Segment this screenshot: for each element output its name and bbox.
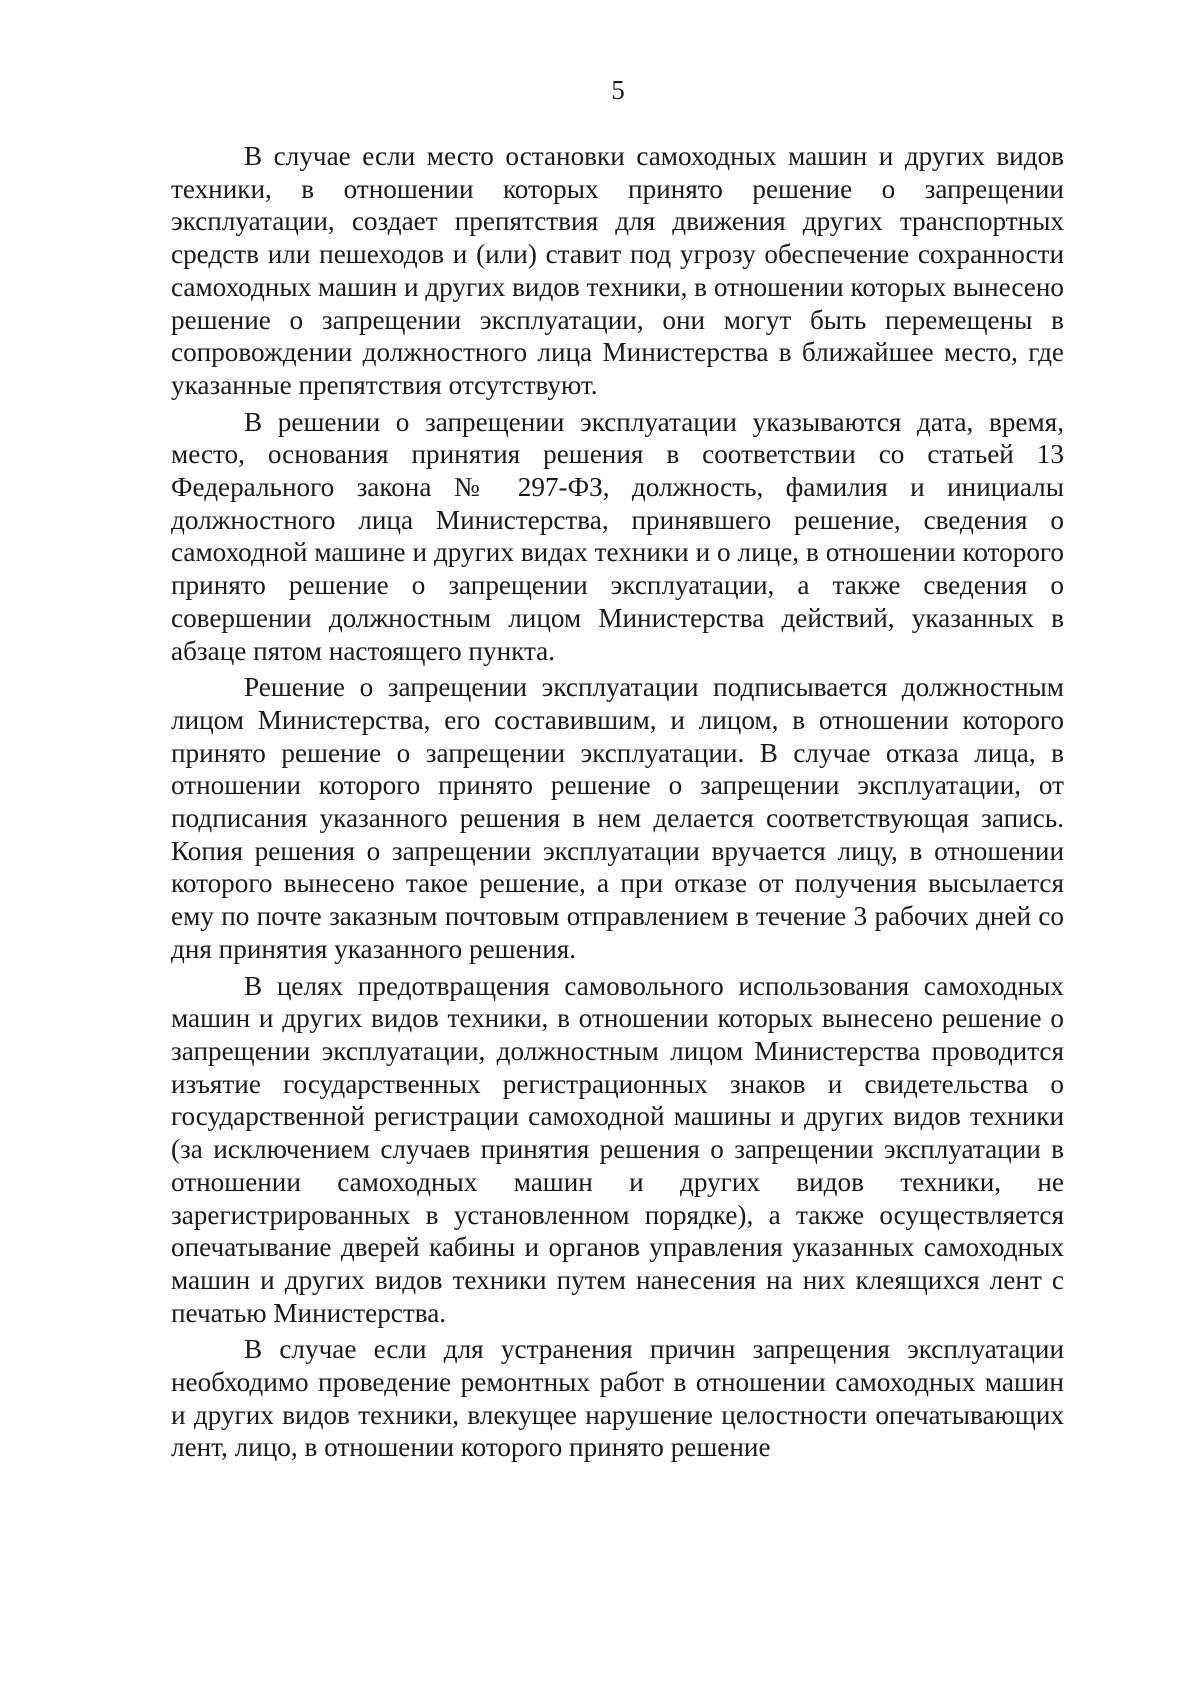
body-text — [171, 140, 1064, 1464]
paragraph-stopping-place: В случае если место остановки самоходных машин и других видов техники, в отношении которых принято решение о запрещении эксплуатации, создает препятствия для движения других транспортных средств или пешеходов и (или) ставит под угрозу обеспечение сохранности самоходных машин и других видов техники, в отношении которых вынесено решение о запрещении эксплуатации, они могут быть перемещены в сопровождении должностного лица Министерства в ближайшее место, где указанные препятствия отсутствуют. — [171, 141, 1064, 400]
paragraph-decision-contents: В решении о запрещении эксплуатации указываются дата, время, место, основания принятия решения в соответствии со статьей 13 Федерального закона № 297-ФЗ, должность, фамилия и инициалы должностного лица Министерства, принявшего решение, сведения о самоходной машине и других видах техники и о лице, в отношении которого принято решение о запрещении эксплуатации, а также сведения о совершении должностным лицом Министерства действий, указанных в абзаце пятом настоящего пункта. — [171, 406, 1064, 666]
page-number: 5 — [611, 75, 625, 105]
paragraph-prevention-measures: В целях предотвращения самовольного использования самоходных машин и других видов техники, в отношении которых вынесено решение о запрещении эксплуатации, должностным лицом Министерства проводится изъятие государственных регистрационных знаков и свидетельства о государственной регистрации самоходной машины и других видов техники (за исключением случаев принятия решения о запрещении эксплуатации в отношении самоходных машин и других видов техники, не зарегистрированных в установленном порядке), а также осуществляется опечатывание дверей кабины и органов управления указанных самоходных машин и других видов техники путем нанесения на них клеящихся лент с печатью Министерства. — [171, 970, 1064, 1328]
paragraph-decision-signing: Решение о запрещении эксплуатации подписывается должностным лицом Министерства, его составившим, и лицом, в отношении которого принято решение о запрещении эксплуатации. В случае отказа лица, в отношении которого принято решение о запрещении эксплуатации, от подписания указанного решения в нем делается соответствующая запись. Копия решения о запрещении эксплуатации вручается лицу, в отношении которого вынесено такое решение, а при отказе от получения высылается ему по почте заказным почтовым отправлением в течение 3 рабочих дней со дня принятия указанного решения. — [171, 672, 1064, 964]
paragraph-repair-works: В случае если для устранения причин запрещения эксплуатации необходимо проведение ремонтных работ в отношении самоходных машин и других видов техники, влекущее нарушение целостности опечатывающих лент, лицо, в отношении которого принято решение — [171, 1334, 1064, 1463]
